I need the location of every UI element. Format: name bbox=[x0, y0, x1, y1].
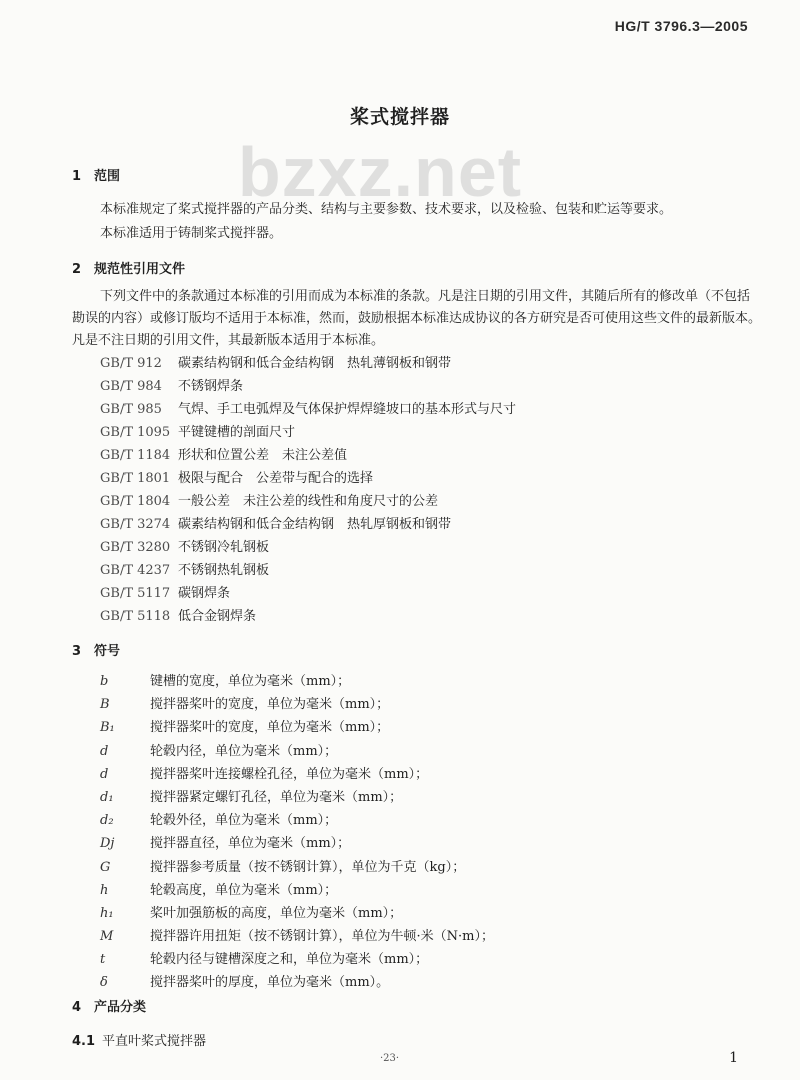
reference-item bbox=[100, 490, 740, 513]
reference-title: 碳素结构钢和低合金结构钢 热轧薄钢板和钢带 bbox=[178, 356, 452, 371]
symbol: h₁ bbox=[100, 905, 114, 921]
symbol: d bbox=[100, 743, 109, 759]
symbol-definition: 轮毂内径与键槽深度之和，单位为毫米（mm）； bbox=[150, 952, 429, 968]
reference-code: GB/T 1184 bbox=[100, 448, 171, 463]
reference-code: GB/T 3280 bbox=[100, 540, 171, 555]
reference-title: 碳素结构钢和低合金结构钢 热轧厚钢板和钢带 bbox=[178, 517, 452, 532]
reference-title: 不锈钢热轧钢板 bbox=[178, 563, 270, 578]
symbol-item bbox=[100, 693, 760, 716]
reference-title: 一般公差 未注公差的线性和角度尺寸的公差 bbox=[178, 494, 439, 509]
symbol-definition: 轮毂内径，单位为毫米（mm）； bbox=[150, 743, 338, 759]
reference-code: GB/T 985 bbox=[100, 402, 162, 417]
section-4-heading bbox=[72, 996, 146, 1015]
standard-code: HG/T 3796.3—2005 bbox=[614, 18, 748, 34]
reference-item bbox=[100, 352, 740, 375]
section-title: 符号 bbox=[94, 644, 121, 659]
symbol-definition: 搅拌器许用扭矩（按不锈钢计算），单位为牛顿·米（N·m）； bbox=[150, 929, 494, 945]
symbol-definition: 轮毂外径，单位为毫米（mm）； bbox=[150, 813, 338, 829]
symbol: G bbox=[100, 859, 111, 875]
reference-title: 碳钢焊条 bbox=[178, 586, 231, 601]
symbol-item bbox=[100, 763, 760, 786]
symbol: t bbox=[100, 952, 106, 968]
reference-code: GB/T 984 bbox=[100, 379, 162, 394]
reference-title: 形状和位置公差 未注公差值 bbox=[178, 448, 348, 463]
symbol-item bbox=[100, 670, 760, 693]
symbol-definition: 轮毂高度，单位为毫米（mm）； bbox=[150, 882, 338, 898]
symbol-item bbox=[100, 879, 760, 902]
symbol-item bbox=[100, 832, 760, 855]
page-number: 1 bbox=[729, 1050, 738, 1066]
section-2-intro: 下列文件中的条款通过本标准的引用而成为本标准的条款。凡是注日期的引用文件，其随后所有的修改单（不包括勘误的内容）或修订版均不适用于本标准，然而，鼓励根据本标准达成协议的各方研究是否可使用这些文件的最新版本。凡是不注日期的引用文件，其最新版本适用于本标准。 bbox=[72, 289, 762, 348]
symbol-item bbox=[100, 740, 760, 763]
symbol-item bbox=[100, 809, 760, 832]
symbol: B₁ bbox=[100, 720, 115, 736]
reference-item bbox=[100, 467, 740, 490]
section-2-heading bbox=[72, 258, 185, 277]
symbol: d bbox=[100, 766, 109, 782]
reference-title: 不锈钢焊条 bbox=[178, 379, 244, 394]
section-1-heading bbox=[72, 165, 120, 184]
symbol-definition: 搅拌器直径，单位为毫米（mm）； bbox=[150, 836, 351, 852]
subsection-title: 平直叶桨式搅拌器 bbox=[102, 1034, 207, 1049]
reference-item bbox=[100, 444, 740, 467]
reference-title: 极限与配合 公差带与配合的选择 bbox=[178, 471, 374, 486]
symbol: b bbox=[100, 674, 109, 689]
reference-title: 气焊、手工电弧焊及气体保护焊焊缝坡口的基本形式与尺寸 bbox=[178, 402, 517, 417]
symbol: δ bbox=[100, 975, 108, 991]
symbol: Dj bbox=[100, 836, 115, 852]
symbol-definition: 搅拌器桨叶的宽度，单位为毫米（mm）； bbox=[150, 697, 390, 713]
symbol-item bbox=[100, 925, 760, 948]
symbol-list bbox=[100, 670, 760, 995]
section-title: 规范性引用文件 bbox=[94, 262, 186, 277]
symbol-definition: 搅拌器桨叶的宽度，单位为毫米（mm）； bbox=[150, 720, 390, 736]
section-number: 2 bbox=[72, 262, 82, 277]
symbol-item bbox=[100, 971, 760, 994]
paragraph-line: 本标准适用于铸制桨式搅拌器。 bbox=[100, 226, 283, 241]
symbol-item bbox=[100, 902, 760, 925]
reference-item bbox=[100, 421, 740, 444]
reference-item bbox=[100, 513, 740, 536]
subsection-4-1-heading bbox=[72, 1030, 206, 1049]
reference-code: GB/T 1801 bbox=[100, 471, 171, 486]
reference-item bbox=[100, 536, 740, 559]
reference-code: GB/T 1095 bbox=[100, 425, 171, 440]
symbol-definition: 搅拌器桨叶连接螺栓孔径，单位为毫米（mm）； bbox=[150, 766, 429, 782]
reference-code: GB/T 3274 bbox=[100, 517, 171, 532]
reference-item bbox=[100, 605, 740, 628]
reference-title: 平键键槽的剖面尺寸 bbox=[178, 425, 296, 440]
symbol: d₁ bbox=[100, 789, 114, 805]
reference-list bbox=[100, 352, 740, 628]
section-number: 3 bbox=[72, 644, 82, 659]
section-title: 范围 bbox=[94, 169, 121, 184]
reference-item bbox=[100, 559, 740, 582]
symbol: M bbox=[100, 929, 114, 945]
section-3-heading bbox=[72, 640, 120, 659]
subsection-number: 4.1 bbox=[72, 1034, 96, 1049]
symbol-item bbox=[100, 716, 760, 739]
reference-item bbox=[100, 582, 740, 605]
folio: ·23· bbox=[380, 1053, 400, 1064]
symbol-definition: 搅拌器参考质量（按不锈钢计算），单位为千克（kg）； bbox=[150, 859, 466, 875]
symbol-definition: 搅拌器桨叶的厚度，单位为毫米（mm）。 bbox=[150, 975, 390, 991]
document-title: 桨式搅拌器 bbox=[349, 106, 450, 128]
section-number: 1 bbox=[72, 169, 82, 184]
reference-code: GB/T 1804 bbox=[100, 494, 171, 509]
symbol-item bbox=[100, 786, 760, 809]
reference-title: 不锈钢冷轧钢板 bbox=[178, 540, 270, 555]
symbol-definition: 键槽的宽度，单位为毫米（mm）； bbox=[150, 674, 351, 689]
symbol-definition: 搅拌器紧定螺钉孔径，单位为毫米（mm）； bbox=[150, 789, 403, 805]
reference-code: GB/T 5117 bbox=[100, 586, 171, 601]
section-1-body bbox=[100, 198, 760, 246]
reference-item bbox=[100, 398, 740, 421]
symbol: d₂ bbox=[100, 813, 114, 829]
symbol: B bbox=[100, 697, 110, 713]
paragraph-line: 本标准规定了桨式搅拌器的产品分类、结构与主要参数、技术要求，以及检验、包装和贮运等要求。 bbox=[100, 202, 673, 217]
symbol: h bbox=[100, 882, 109, 898]
reference-code: GB/T 4237 bbox=[100, 563, 171, 578]
symbol-item bbox=[100, 856, 760, 879]
watermark: bzxz.net bbox=[237, 133, 523, 211]
section-title: 产品分类 bbox=[94, 1000, 147, 1015]
symbol-item bbox=[100, 948, 760, 971]
symbol-definition: 桨叶加强筋板的高度，单位为毫米（mm）； bbox=[150, 905, 403, 921]
reference-code: GB/T 5118 bbox=[100, 609, 171, 624]
section-number: 4 bbox=[72, 1000, 82, 1015]
reference-item bbox=[100, 375, 740, 398]
reference-code: GB/T 912 bbox=[100, 356, 162, 371]
reference-title: 低合金钢焊条 bbox=[178, 609, 257, 624]
